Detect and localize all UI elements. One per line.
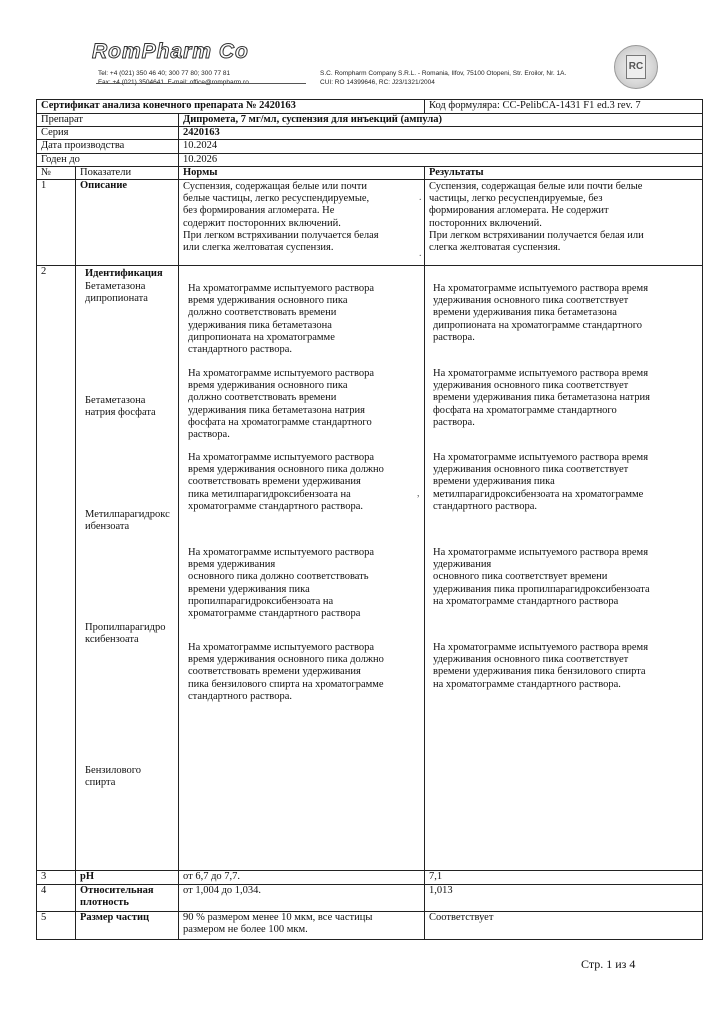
test-norm: от 1,004 до 1,034.	[179, 885, 425, 912]
identification-norms	[179, 266, 425, 871]
table-row	[37, 266, 703, 871]
test-result: 1,013	[425, 885, 703, 912]
substance-name: Бетаметазона дипропионата	[85, 281, 148, 305]
row-label-expiry: Годен до	[37, 153, 179, 166]
row-label-production-date: Дата производства	[37, 140, 179, 153]
contact-info	[98, 69, 249, 87]
substance-name: Бетаметазона натрия фосфата	[85, 395, 156, 419]
seal-letters: RC	[626, 55, 646, 79]
test-norm: На хроматограмме испытуемого раствора время удерживания основного пика должно соответствовать времени удерживания пика пропилпарагидроксибензоата на хроматограмме стандартного раствора	[188, 547, 375, 620]
test-result: На хроматограмме испытуемого раствора время удерживания основного пика соответствует времени удерживания пика метилпарагидроксибензоата на хроматограмме стандартного раствора.	[433, 452, 649, 512]
scan-mark: ,	[417, 488, 420, 499]
test-norm: На хроматограмме испытуемого раствора время удерживания основного пика должно соответствовать времени удерживания пика метилпарагидроксибензоата на хроматограмме стандартного раствора.	[188, 452, 384, 512]
test-num: 4	[37, 885, 76, 912]
batch-number: 2420163	[179, 127, 703, 140]
letterhead	[0, 0, 724, 100]
test-num: 5	[37, 912, 76, 940]
table-row	[37, 912, 703, 940]
identification-results	[425, 266, 703, 871]
identification-names	[76, 266, 179, 871]
test-norm: от 6,7 до 7,7.	[179, 871, 425, 885]
scan-mark: .	[419, 192, 422, 203]
test-name: Идентификация	[85, 268, 163, 280]
test-result: На хроматограмме испытуемого раствора время удерживания основного пика соответствует времени удерживания пика бензилового спирта на хроматограмме стандартного раствора.	[433, 642, 649, 690]
col-header-num: №	[37, 166, 76, 179]
col-header-result: Результаты	[425, 166, 703, 179]
substance-name: Пропилпарагидро ксибензоата	[85, 622, 166, 646]
substance-name: Бензилового спирта	[85, 765, 141, 789]
product-name: Дипромета, 7 мг/мл, суспензия для инъекций (ампула)	[179, 114, 703, 127]
test-num: 2	[37, 266, 76, 871]
test-result: На хроматограмме испытуемого раствора время удерживания основного пика соответствует времени удерживания пика пропилпарагидроксибензоата на хроматограмме стандартного раствора	[433, 547, 650, 607]
test-norm: 90 % размером менее 10 мкм, все частицы размером не более 100 мкм.	[179, 912, 425, 940]
substance-name: Метилпарагидрокс ибензоата	[85, 509, 170, 533]
table-row	[37, 871, 703, 885]
row-label-product: Препарат	[37, 114, 179, 127]
company-logo: RomPharm Co	[92, 40, 249, 63]
test-num: 3	[37, 871, 76, 885]
test-num: 1	[37, 180, 76, 266]
company-address: S.C. Rompharm Company S.R.L. - Romania, Ilfov, 75100 Otopeni, Str. Eroilor, Nr. 1A.	[320, 70, 567, 77]
test-norm: На хроматограмме испытуемого раствора время удерживания основного пика должно соответствовать времени удерживания пика бетаметазона натрия фосфата на хроматограмме стандартного раствора.	[188, 368, 375, 441]
test-result: 7,1	[425, 871, 703, 885]
test-name: Размер частиц	[76, 912, 179, 940]
quality-seal-icon	[614, 45, 658, 89]
col-header-indicator: Показатели	[76, 166, 179, 179]
col-header-norm: Нормы	[179, 166, 425, 179]
test-result: Соответствует	[425, 912, 703, 940]
table-row	[37, 885, 703, 912]
certificate-table	[36, 99, 703, 940]
test-result: На хроматограмме испытуемого раствора время удерживания основного пика соответствует времени удерживания пика бетаметазона дипропионата на хроматограмме стандартного раствора.	[433, 283, 649, 343]
company-info	[320, 69, 566, 87]
test-norm: На хроматограмме испытуемого раствора время удерживания основного пика должно соответствовать времени удерживания пика бетаметазона дипропионата на хроматограмме стандартного раствора.	[188, 283, 375, 356]
formula-code: Код формуляра: CC-PelibCA-1431 F1 ed.3 rev. 7	[425, 100, 703, 114]
test-result: На хроматограмме испытуемого раствора время удерживания основного пика соответствует времени удерживания пика бетаметазона натрия фосфата на хроматограмме стандартного раствора.	[433, 368, 650, 428]
test-norm: Суспензия, содержащая белые или почти белые частицы, легко ресуспендируемые, без формирования агломерата. Не содержит посторонних включений. При легком встряхивании получается белая или слегка желтоватая суспензия.	[179, 180, 425, 266]
fax-email-line: Fax: +4 (021) 3504641. E-mail: office@rompharm.ro	[98, 79, 249, 86]
company-registration: CUI: RO 14399646, RC: J23/1321/2004	[320, 79, 435, 86]
row-label-batch: Серия	[37, 127, 179, 140]
page-number: Стр. 1 из 4	[581, 957, 636, 971]
test-name: Относительная плотность	[76, 885, 179, 912]
header-divider	[96, 83, 306, 84]
scan-mark: .	[419, 248, 422, 259]
test-name: Описание	[76, 180, 179, 266]
test-result: Суспензия, содержащая белые или почти белые частицы, легко ресуспендируемые, без формирования агломерата. Не содержит посторонних включений. При легком встряхивании получается белая или слегка желтоватая суспензия.	[425, 180, 703, 266]
certificate-title: Сертификат анализа конечного препарата № 2420163	[37, 100, 425, 114]
table-row	[37, 180, 703, 266]
production-date: 10.2024	[179, 140, 703, 153]
expiry-date: 10.2026	[179, 153, 703, 166]
test-norm: На хроматограмме испытуемого раствора время удерживания основного пика должно соответствовать времени удерживания пика бензилового спирта на хроматограмме стандартного раствора.	[188, 642, 384, 702]
test-name: pH	[76, 871, 179, 885]
phone-line: Tel: +4 (021) 350 46 40; 300 77 80; 300 77 81	[98, 70, 231, 77]
